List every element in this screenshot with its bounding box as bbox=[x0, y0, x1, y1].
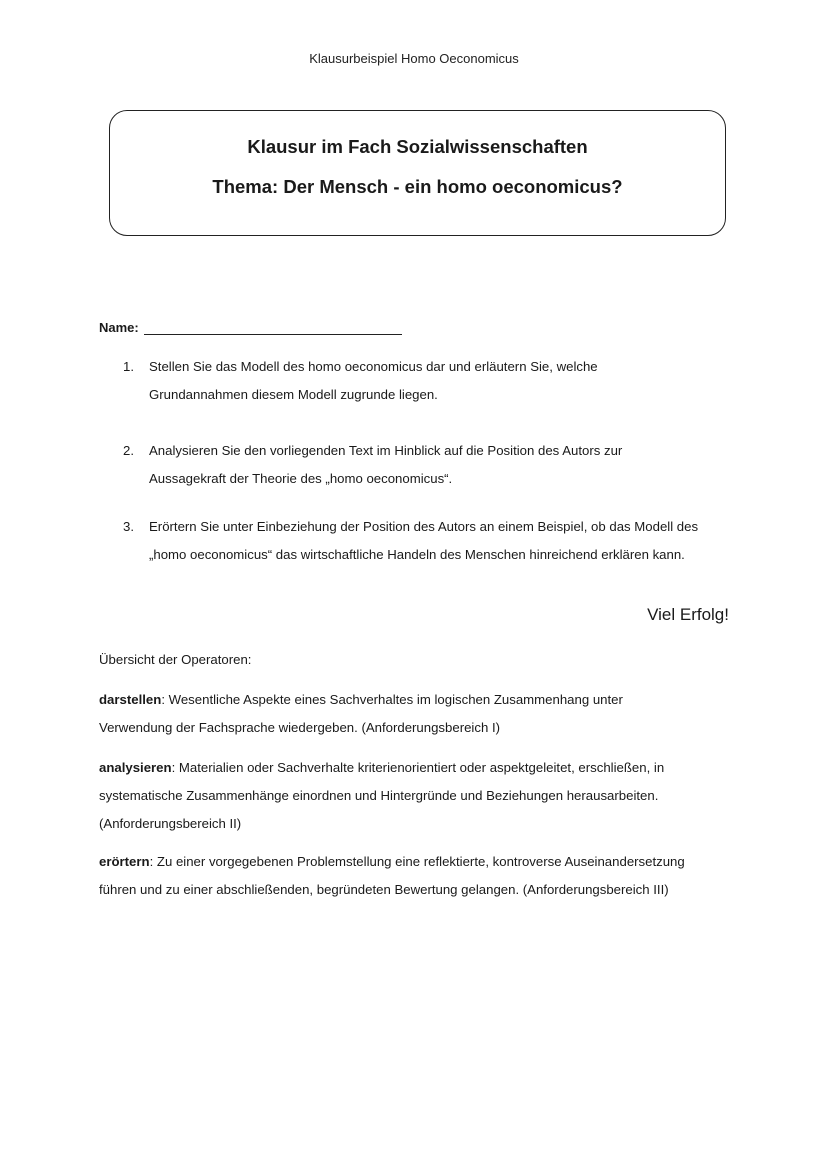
operator-eroertern bbox=[99, 848, 739, 904]
task-number: 2. bbox=[123, 443, 134, 458]
task-text-line: Stellen Sie das Modell des homo oeconomicus dar und erläutern Sie, welche bbox=[149, 359, 598, 374]
name-label: Name: bbox=[99, 320, 139, 335]
name-blank-line bbox=[144, 320, 402, 335]
running-header: Klausurbeispiel Homo Oeconomicus bbox=[309, 51, 519, 66]
operator-term: erörtern bbox=[99, 854, 150, 869]
operator-line bbox=[99, 686, 739, 714]
operator-definition: : Zu einer vorgegebenen Problemstellung eine reflektierte, kontroverse Auseinandersetzung bbox=[149, 854, 685, 869]
task-text-line: Analysieren Sie den vorliegenden Text im Hinblick auf die Position des Autors zur bbox=[149, 443, 623, 458]
exam-title: Klausur im Fach Sozialwissenschaften bbox=[247, 136, 588, 157]
task-item-1 bbox=[123, 353, 743, 409]
task-item-3 bbox=[123, 513, 743, 569]
task-item-2 bbox=[123, 437, 743, 493]
name-field bbox=[99, 320, 402, 335]
exam-topic: Thema: Der Mensch - ein homo oeconomicus? bbox=[212, 176, 623, 197]
operators-heading: Übersicht der Operatoren: bbox=[99, 652, 252, 667]
task-text-line: „homo oeconomicus“ das wirtschaftliche Handeln des Menschen hinreichend erklären kann. bbox=[149, 547, 685, 562]
task-number: 3. bbox=[123, 519, 134, 534]
operator-line bbox=[99, 848, 739, 876]
operator-line bbox=[99, 754, 739, 782]
operator-line: systematische Zusammenhänge einordnen und Hintergründe und Beziehungen herausarbeiten. bbox=[99, 788, 659, 803]
operator-definition: : Materialien oder Sachverhalte kriterienorientiert oder aspektgeleitet, erschließen, in bbox=[171, 760, 665, 775]
operator-analysieren bbox=[99, 754, 739, 838]
operator-term: analysieren bbox=[99, 760, 172, 775]
task-text-line: Aussagekraft der Theorie des „homo oeconomicus“. bbox=[149, 471, 453, 486]
operator-definition: : Wesentliche Aspekte eines Sachverhaltes im logischen Zusammenhang unter bbox=[161, 692, 623, 707]
operator-line: führen und zu einer abschließenden, begründeten Bewertung gelangen. (Anforderungsbereich III) bbox=[99, 882, 669, 897]
operator-line: (Anforderungsbereich II) bbox=[99, 816, 242, 831]
closing-wish: Viel Erfolg! bbox=[647, 605, 729, 624]
operator-line: Verwendung der Fachsprache wiedergeben. (Anforderungsbereich I) bbox=[99, 720, 500, 735]
task-text-line: Grundannahmen diesem Modell zugrunde liegen. bbox=[149, 387, 438, 402]
task-text-line: Erörtern Sie unter Einbeziehung der Position des Autors an einem Beispiel, ob das Modell des bbox=[149, 519, 699, 534]
task-number: 1. bbox=[123, 359, 134, 374]
operator-darstellen bbox=[99, 686, 739, 742]
operator-term: darstellen bbox=[99, 692, 162, 707]
title-box bbox=[109, 110, 726, 236]
